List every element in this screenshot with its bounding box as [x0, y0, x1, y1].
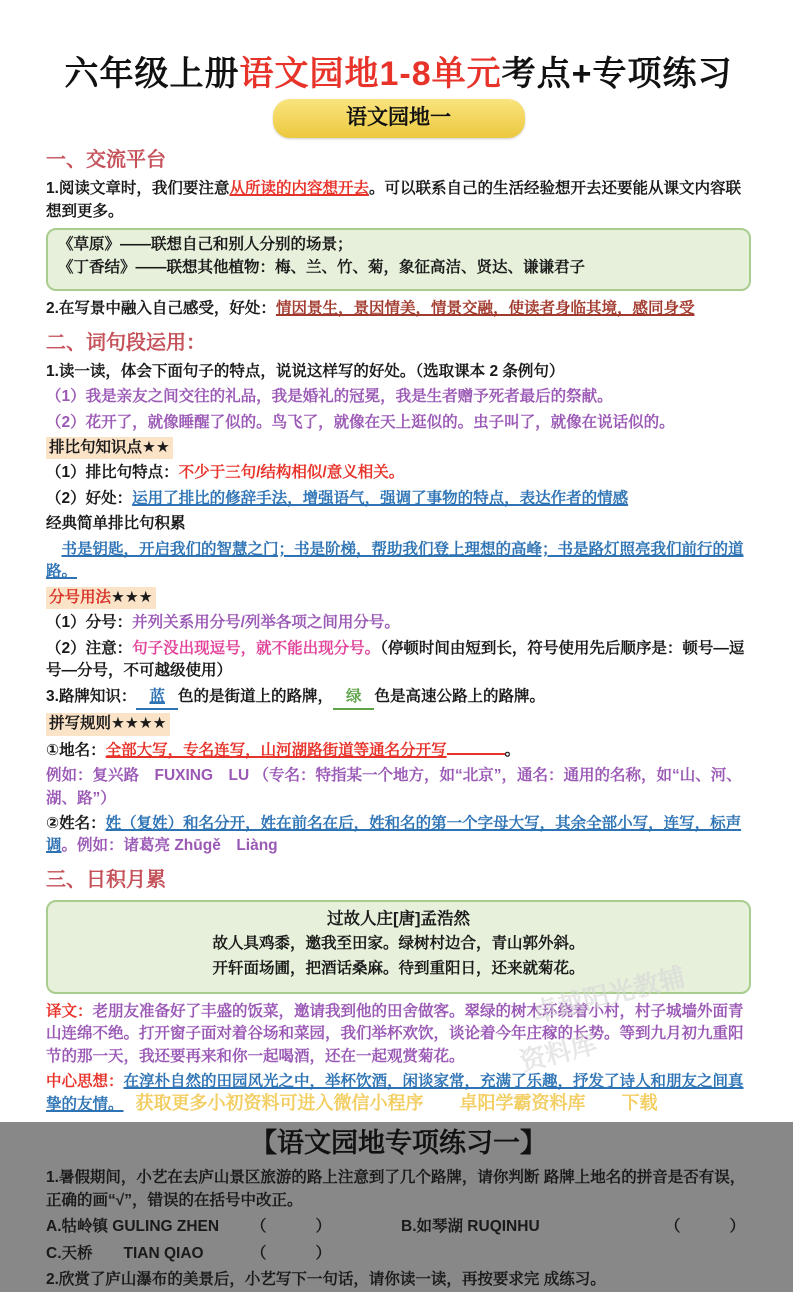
translation-label: 译文：	[46, 1002, 93, 1020]
theme-label: 中心思想：	[46, 1073, 124, 1091]
note-box-associations	[46, 228, 751, 291]
option-c: C.天桥 TIAN QIAO	[46, 1244, 204, 1262]
translation-text: 老朋友准备好了丰盛的饭菜，邀请我到他的田舍做客。翠绿的树木环绕着小村，村子城墙外面青山连绵不绝。打开窗子面对着谷场和菜园，我们举杯欢饮，谈论着今年庄稼的长势。等到九月初九重阳节的那一天，我还要再来和你一起喝酒，还在一起观赏菊花。	[46, 1002, 744, 1065]
text-run-red-underline: 全部大写，专名连写，山河湖路街道等通名分开写	[105, 741, 447, 759]
translation-paragraph	[46, 1001, 751, 1068]
paibi-benefit-line	[46, 488, 751, 510]
theme-text: 在淳朴自然的田园风光之中，举杯饮酒，闲谈家常，充满了乐趣，抒发了诗人和朋友之间真挚的友情。	[46, 1073, 744, 1113]
text-run: 。	[504, 741, 521, 759]
knowledge-title-paibi	[46, 437, 751, 459]
text-run: （2）好处：	[46, 489, 133, 507]
unit-badge-label: 语文园地一	[346, 105, 451, 129]
text-run: （1）排比句特点：	[46, 464, 179, 482]
blank-answer-blue: 蓝	[136, 686, 178, 710]
option-b-answer-blank: （ ）	[664, 1218, 751, 1236]
option-a-answer-blank: （ ）	[251, 1218, 338, 1236]
practice-heading: 【语文园地专项练习一】	[250, 1128, 547, 1159]
option-b: B.如琴湖 RUQINHU	[401, 1218, 540, 1236]
text-run: 3.路牌知识：	[46, 687, 137, 705]
example-sentence-1: （1）我是亲友之间交往的礼品，我是婚礼的冠冕，我是生者赠予死者最后的祭献。	[46, 388, 613, 406]
highlighted-title: 排比句知识点★★	[46, 437, 173, 459]
fenhao-rule-line	[46, 612, 751, 634]
text-run: ①地名：	[46, 741, 106, 759]
knowledge-title-fenhao	[46, 587, 751, 609]
practice-question-1: 1.暑假期间，小艺在去庐山景区旅游的路上注意到了几个路牌，请你判断 路牌上地名的拼音是否有误，正确的画“√”，错误的在括号中改正。	[46, 1169, 746, 1209]
paibi-classic-subtitle: 经典简单排比句积累	[46, 515, 186, 533]
text-run: ②姓名：	[46, 815, 106, 833]
text-run-blue-underline: 姓（复姓）和名分开，姓在前名在后，姓和名的第一个字母大写，其余全部小写，连写，标声调	[46, 815, 742, 855]
option-c-answer-blank: （ ）	[251, 1244, 338, 1262]
text-run: 2.在写景中融入自己感受，好处：	[46, 300, 276, 318]
poem-title: 过故人庄[唐]孟浩然	[327, 909, 470, 928]
text-run-pink: 句子没出现逗号，就不能出现分号。	[132, 639, 381, 657]
poem-line-2: 开轩面场圃，把酒话桑麻。待到重阳日，还来就菊花。	[212, 960, 585, 978]
star-rating: ★★★	[111, 588, 153, 606]
highlighted-title: 拼写规则★★★★	[46, 713, 170, 735]
blank-answer-green: 绿	[333, 686, 375, 710]
text-run-red: 不少于三句/结构相似/意义相关。	[178, 464, 405, 482]
text-run-blue-underline: 书是钥匙，开启我们的智慧之门；书是阶梯，帮助我们登上理想的高峰；书是路灯照亮我们前行的道路。	[46, 540, 744, 581]
poem-box	[46, 900, 751, 994]
page-title	[46, 54, 751, 95]
text-run-red: 分号用法	[49, 588, 112, 606]
watermark-line-2: 资料库	[516, 1028, 600, 1077]
title-part-black1: 六年级上册	[64, 55, 240, 93]
practice-question-2: 2.欣赏了庐山瀑布的美景后，小艺写下一句话，请你读一读，再按要求完 成练习。	[46, 1271, 606, 1289]
note-line-dingxiangjie: 《丁香结》——联想其他植物：梅、兰、竹、菊，象征高洁、贤达、谦谦君子	[58, 258, 586, 276]
knowledge-title-pinxie	[46, 713, 751, 735]
text-run: （停顿时间由短到长，符号使用先后顺序是：顿号—逗号—分号，不可越级使用）	[46, 639, 745, 680]
footer-promo-text: 获取更多小初资料可进入微信小程序 卓阳学霸资料库 下载	[135, 1092, 658, 1113]
title-part-red: 语文园地1-8单元	[239, 55, 502, 93]
paragraph-scenery-feeling	[46, 298, 751, 320]
text-run-purple: 并列关系用分号/列举各项之间用分号。	[132, 614, 400, 632]
section-heading-accumulation: 三、日积月累	[46, 868, 166, 891]
text-run: 色的是街道上的路牌，	[177, 687, 333, 705]
option-a: A.牯岭镇 GULING ZHEN	[46, 1218, 220, 1236]
text-run: 1.阅读文章时，我们要注意	[46, 180, 230, 198]
text-run: 色是高速公路上的路牌。	[374, 687, 545, 705]
highlighted-title	[46, 587, 156, 609]
unit-badge	[273, 99, 525, 138]
text-run: （1）分号：	[46, 614, 133, 632]
example-sentence-2: （2）花开了，就像睡醒了似的。鸟飞了，就像在天上逛似的。虫子叫了，就像在说话似的。	[46, 413, 675, 431]
text-run: 。可以联系自己的生活经验想开去还要能从课文内容联想到更多。	[46, 180, 741, 220]
roadsign-knowledge-line	[46, 686, 751, 710]
practice-options-row-c	[46, 1243, 751, 1265]
text-run-darkred-underline: 情因景生，景因情美，情景交融，使读者身临其境，感同身受	[275, 300, 695, 318]
placename-rule-line	[46, 739, 751, 762]
text-run: （2）注意：	[46, 639, 133, 657]
watermark-line-1: 卓越阳光教辅	[529, 961, 688, 1029]
poem-line-1: 故人具鸡黍，邀我至田家。绿树村边合，青山郭外斜。	[212, 935, 585, 953]
paragraph-reading	[46, 178, 751, 223]
fenhao-note-line	[46, 638, 751, 683]
practice-options-row-ab	[46, 1216, 751, 1238]
blank-underline	[447, 739, 505, 755]
paragraph-read-sentences: 1.读一读，体会下面句子的特点，说说这样写的好处。（选取课本 2 条例句）	[46, 362, 565, 380]
section-heading-words: 二、词句段运用：	[46, 331, 206, 354]
section-heading-exchange: 一、交流平台	[46, 149, 166, 172]
personname-rule-line	[46, 813, 751, 858]
paibi-classic-quote	[46, 539, 751, 584]
note-line-caoyuan: 《草原》——联想自己和别人分别的场景；	[58, 236, 353, 254]
placename-example-line: 例如：复兴路 FUXING LU （专名：特指某一个地方，如“北京”，通名：通用的名称，如“山、河、湖、路”）	[46, 767, 742, 807]
paibi-feature-line	[46, 462, 751, 484]
title-part-black2: 考点+专项练习	[501, 55, 733, 93]
text-run-purple: 。例如：诸葛亮 Zhūgě Liàng	[61, 837, 278, 855]
text-run-blue-underline: 运用了排比的修辞手法，增强语气，强调了事物的特点，表达作者的情感	[132, 489, 629, 507]
text-run-red-underline: 从所读的内容想开去	[229, 180, 369, 198]
